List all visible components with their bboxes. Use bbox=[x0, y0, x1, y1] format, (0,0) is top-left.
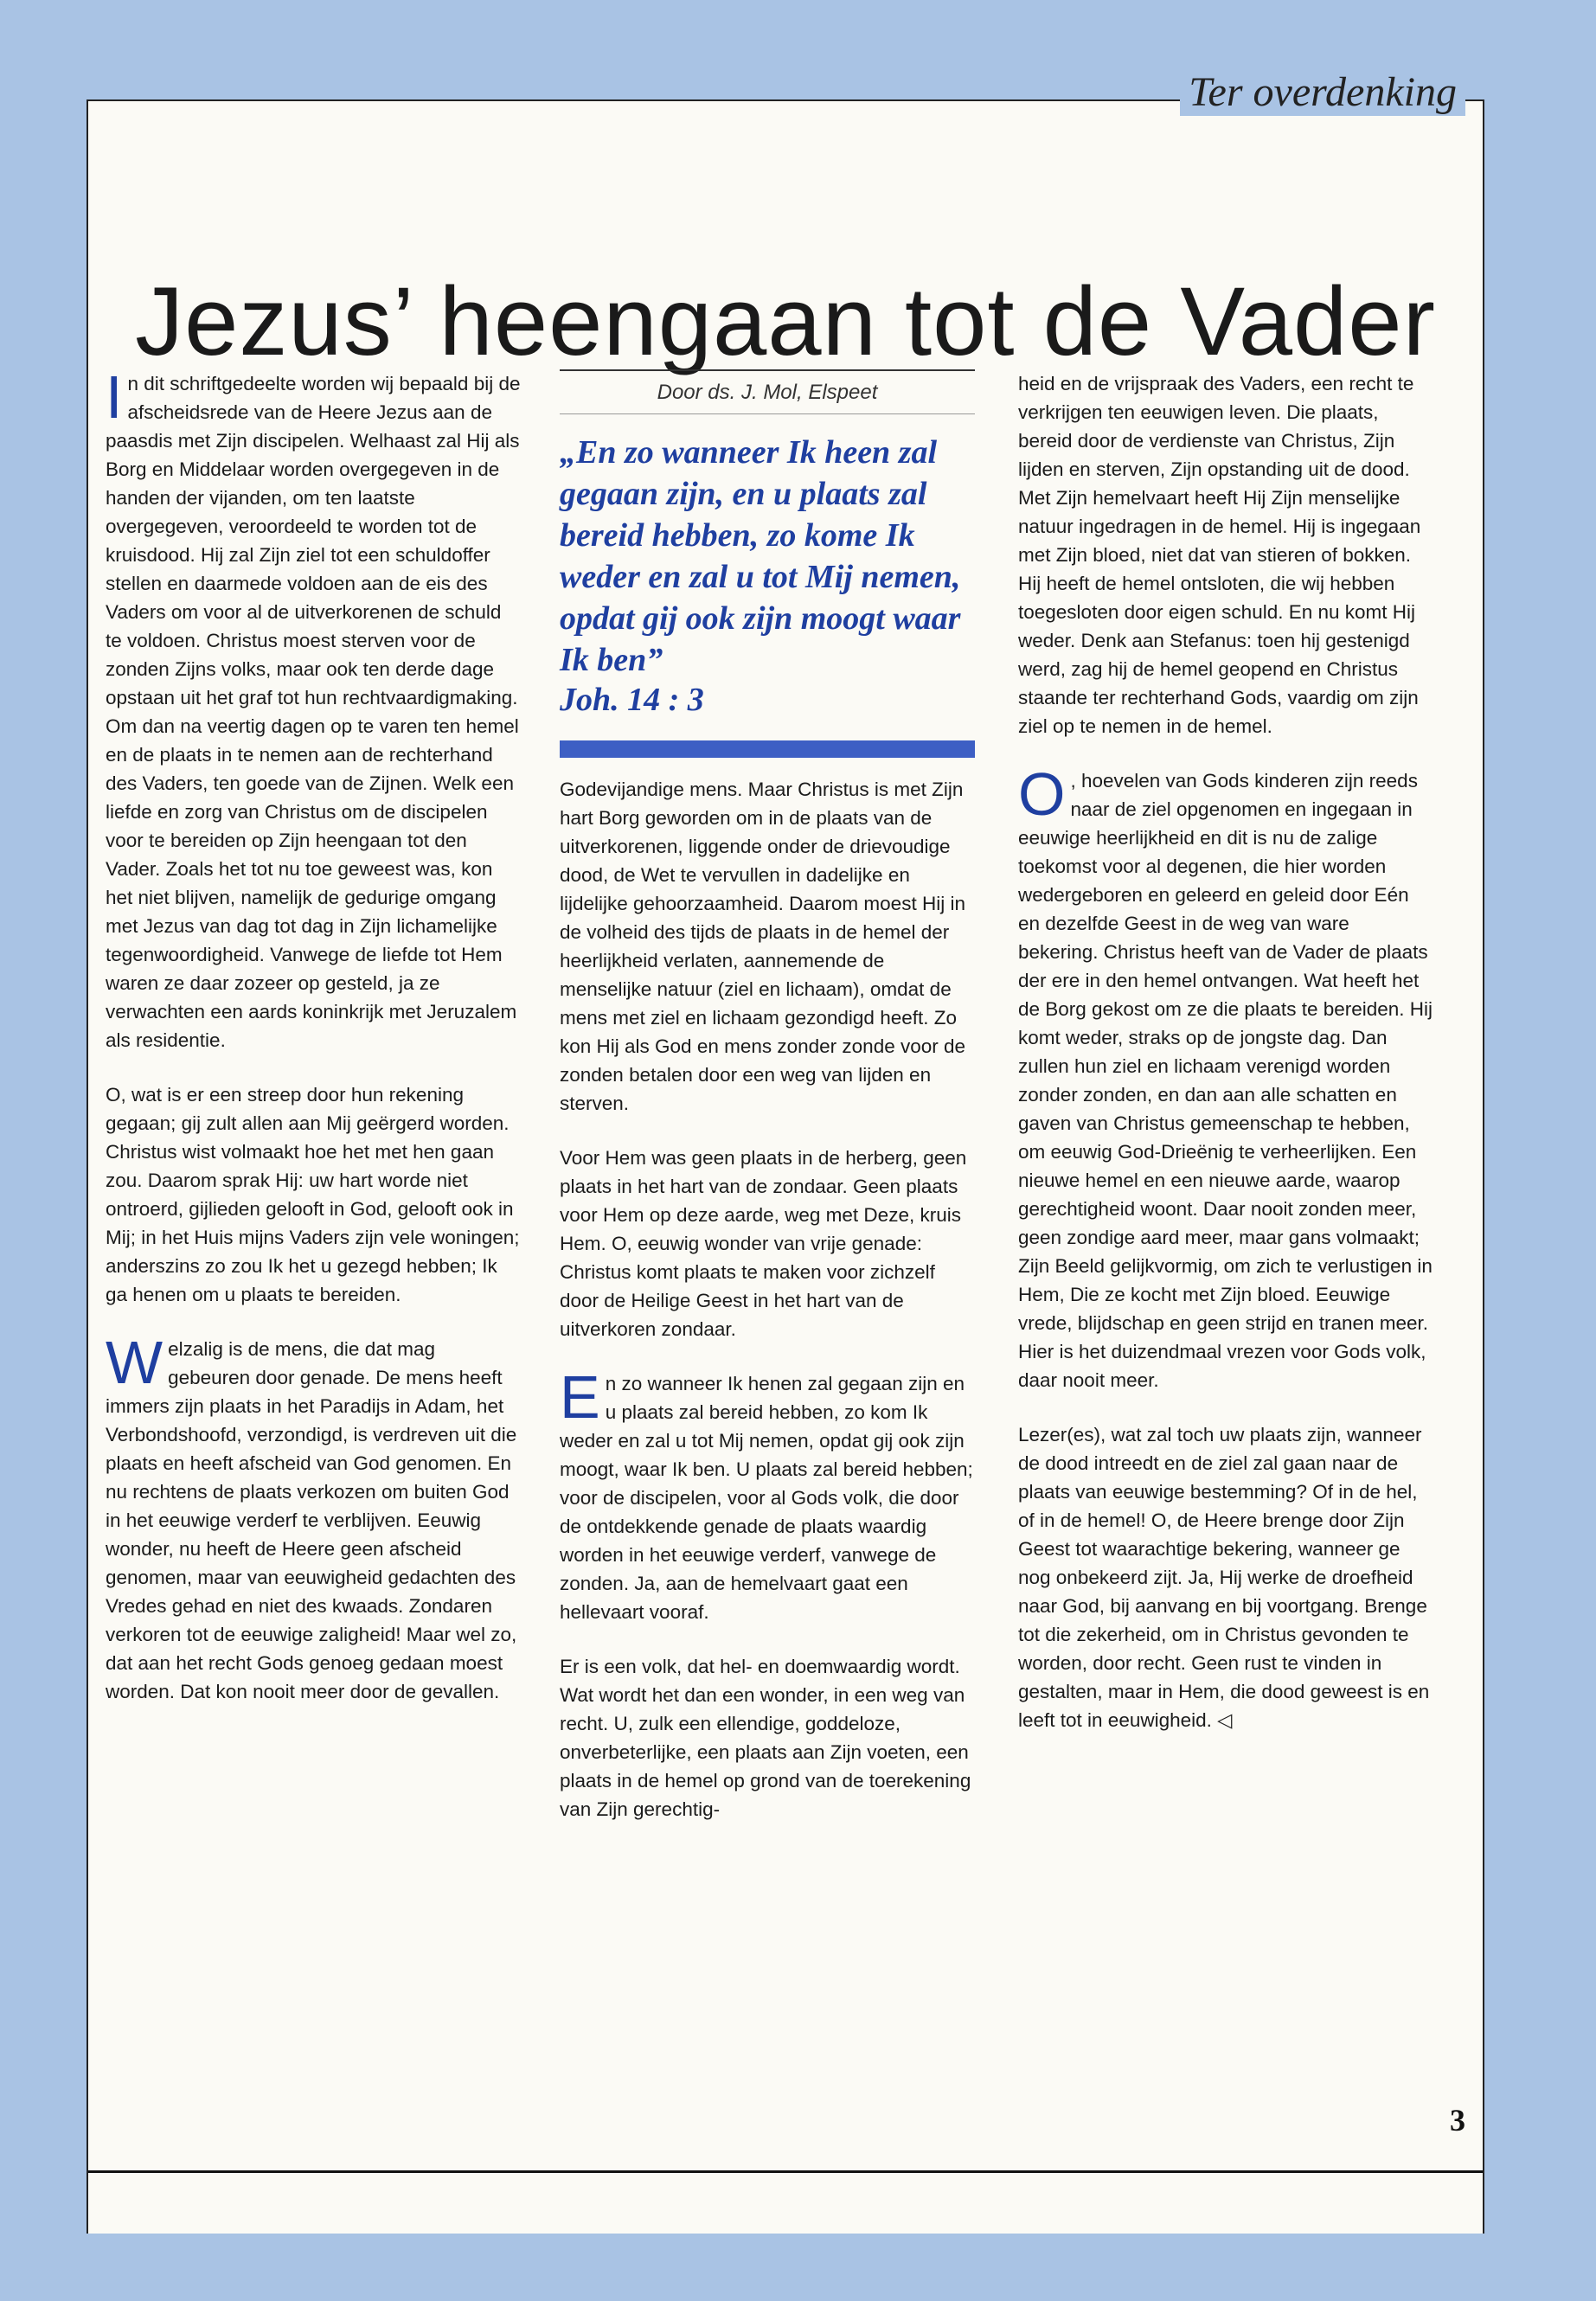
bottom-rule bbox=[88, 2170, 1483, 2173]
drop-cap: W bbox=[106, 1329, 163, 1396]
quote-reference: Joh. 14 : 3 bbox=[560, 682, 704, 718]
paragraph bbox=[106, 363, 521, 1054]
pull-quote: „En zo wanneer Ik heen zal gegaan zijn, en u plaats zal bereid hebben, zo kome Ik weder en zal u tot Mij nemen, opdat gij ook zijn moogt waar Ik ben” bbox=[560, 434, 961, 678]
accent-bar bbox=[560, 740, 975, 758]
paragraph bbox=[560, 1363, 975, 1626]
paragraph bbox=[1018, 760, 1433, 1394]
column-1 bbox=[106, 363, 521, 1732]
paragraph-text: n dit schriftgedeelte worden wij bepaald bij de afscheidsrede van de Heere Jezus aan de paasdis met Zijn discipelen. Welhaast zal Hij als Borg en Middelaar worden overgegeven in de handen der vijanden, om ten laatste overgegeven, veroordeeld te worden tot de kruisdood. Hij zal Zijn ziel tot een schuldoffer stellen en daarmede voldoen aan de eis des Vaders om voor al de uitverkorenen de schuld te voldoen. Christus moest sterven voor de zonden Zijns volks, maar ook ten derde dage opstaan uit het graf tot hun rechtvaardigmaking. Om dan na veertig dagen op te varen ten hemel en de plaats in te nemen aan de rechterhand des Vaders, ten goede van de Zijnen. Welk een liefde en zorg van Christus om de discipelen voor te bereiden op Zijn heengaan tot den Vader. Zoals het tot nu toe geweest was, kon het niet blijven, namelijk de gedurige omgang met Jezus van dag tot dag in Zijn lichamelijke tegenwoordigheid. Vanwege de liefde tot Hem waren ze daar zozeer op gesteld, ja ze verwachten een aards koninkrijk met Jeruzalem als residentie. bbox=[106, 373, 521, 1051]
paragraph: Voor Hem was geen plaats in de herberg, geen plaats in het hart van de zondaar. Geen plaats voor Hem op deze aarde, weg met Deze, kruis Hem. O, eeuwig wonder van vrije genade: Christus komt plaats te maken voor zichzelf door de Heilige Geest in het hart van de uitverkoren zondaar. bbox=[560, 1147, 967, 1340]
column-3 bbox=[1018, 369, 1433, 1760]
article-title: Jezus’ heengaan tot de Vader bbox=[135, 267, 1436, 376]
paragraph: Godevijandige mens. Maar Christus is met Zijn hart Borg geworden om in de plaats van de uitverkorenen, liggende onder de drievoudige dood, de Wet te vervullen in dadelijke en lijdelijke gehoorzaamheid. Daarom moest Hij in de volheid des tijds de plaats in de hemel der heerlijkheid verlaten, aannemende de menselijke natuur (ziel en lichaam), omdat de mens met ziel en lichaam gezondigd heeft. Zo kon Hij als God en mens zonder zonde voor de zonden betalen door een weg van lijden en sterven. bbox=[560, 779, 966, 1114]
paragraph: O, wat is er een streep door hun rekening gegaan; gij zult allen aan Mij geërgerd worden. Christus wist volmaakt hoe het met hen gaan zou. Daarom sprak Hij: uw hart worde niet ontroerd, gijlieden gelooft in God, gelooft ook in Mij; in het Huis mijns Vaders zijn vele woningen; anderszins zo zou Ik het u gezegd hebben; Ik ga henen om u plaats te bereiden. bbox=[106, 1084, 520, 1305]
page-number: 3 bbox=[1450, 2103, 1465, 2138]
paragraph-text: elzalig is de mens, die dat mag gebeuren door genade. De mens heeft immers zijn plaats in het Paradijs in Adam, het Verbondshoofd, verzondigd, is verdreven uit die plaats en heeft afscheid van God genomen. En nu rechtens de plaats verkozen om buiten God in het eeuwige verderf te verblijven. Eeuwig wonder, nu heeft de Heere geen afscheid genomen, maar van eeuwigheid gedachten des Vredes gehad en niet des kwaads. Zondaren verkoren tot de eeuwige zaligheid! Maar wel zo, dat aan het recht Gods genoeg gedaan moest worden. Dat kon nooit meer door de gevallen. bbox=[106, 1338, 517, 1702]
section-label: Ter overdenking bbox=[1180, 68, 1465, 116]
magazine-page bbox=[87, 69, 1484, 2234]
paragraph-text: n zo wanneer Ik henen zal gegaan zijn en u plaats zal bereid hebben, zo kom Ik weder en zal u tot Mij nemen, opdat gij ook zijn moogt, waar Ik ben. U plaats zal bereid hebben; voor de discipelen, voor al Gods volk, die door de ontdekkende genade de plaats waardig worden in het eeuwige verderf, vanwege de zonden. Ja, aan de hemelvaart gaat een hellevaart vooraf. bbox=[560, 1373, 973, 1623]
paragraph bbox=[106, 1329, 521, 1706]
byline: Door ds. J. Mol, Elspeet bbox=[560, 369, 975, 414]
paragraph: heid en de vrijspraak des Vaders, een recht te verkrijgen ten eeuwigen leven. Die plaats, bereid door de verdienste van Christus, Zijn lijden en sterven, Zijn opstanding uit de dood. Met Zijn hemelvaart heeft Hij Zijn menselijke natuur ingedragen in de hemel. Hij is ingegaan met Zijn bloed, niet dat van stieren of bokken. Hij heeft de hemel ontsloten, die wij hebben toegesloten door eigen schuld. En nu komt Hij weder. Denk aan Stefanus: toen hij gestenigd werd, zag hij de hemel geopend en Christus staande ter rechterhand Gods, vaardig om zijn ziel op te nemen in de hemel. bbox=[1018, 373, 1421, 737]
paragraph: Er is een volk, dat hel- en doemwaardig wordt. Wat wordt het dan een wonder, in een weg van recht. U, zulk een ellendige, goddeloze, onverbeterlijke, een plaats aan Zijn voeten, een plaats in de hemel op grond van de toerekening van Zijn gerechtig- bbox=[560, 1656, 971, 1820]
paragraph: Lezer(es), wat zal toch uw plaats zijn, wanneer de dood intreedt en de ziel zal gaan naar de plaats van eeuwige bestemming? Of in de hel, of in de hemel! O, de Heere brenge door Zijn Geest tot waarachtige bekering, wanneer ge nog onbekeerd zijt. Ja, Hij werke de droefheid naar God, bij aanvang en bij voortgang. Brenge tot die zekerheid, om in Christus gevonden te worden, door recht. Geen rust te vinden in gestalten, maar in Hem, die dood geweest is en leeft tot in eeuwigheid. ◁ bbox=[1018, 1424, 1430, 1731]
column-2 bbox=[560, 369, 975, 1849]
drop-cap: E bbox=[560, 1363, 600, 1431]
paragraph-text: , hoevelen van Gods kinderen zijn reeds naar de ziel opgenomen en ingegaan in eeuwige heerlijkheid en dit is nu de zalige toekomst voor al degenen, die hier worden wedergeboren en geleerd en geleid door Eén en dezelfde Geest in de weg van ware bekering. Christus heeft van de Vader de plaats der ere in den hemel ontvangen. Wat heeft het de Borg gekost om ze die plaats te bereiden. Hij komt weder, straks op de jongste dag. Dan zullen hun ziel en lichaam verenigd worden zonder zonden, en dan aan alle schatten en gaven van Christus gemeenschap te hebben, om eeuwig God-Drieënig te verheerlijken. Een nieuwe hemel en een nieuwe aarde, waarop gerechtigheid woont. Daar nooit zonden meer, geen zondige aard meer, maar gans volmaakt; Zijn Beeld gelijkvormig, om zich te verlustigen in Hem, Die ze kocht met Zijn bloed. Eeuwige vrede, blijdschap en geen strijd en tranen meer. Hier is het duizendmaal vrezen voor Gods volk, daar nooit meer. bbox=[1018, 770, 1433, 1391]
drop-cap: I bbox=[106, 363, 123, 431]
drop-cap: O bbox=[1018, 760, 1066, 828]
